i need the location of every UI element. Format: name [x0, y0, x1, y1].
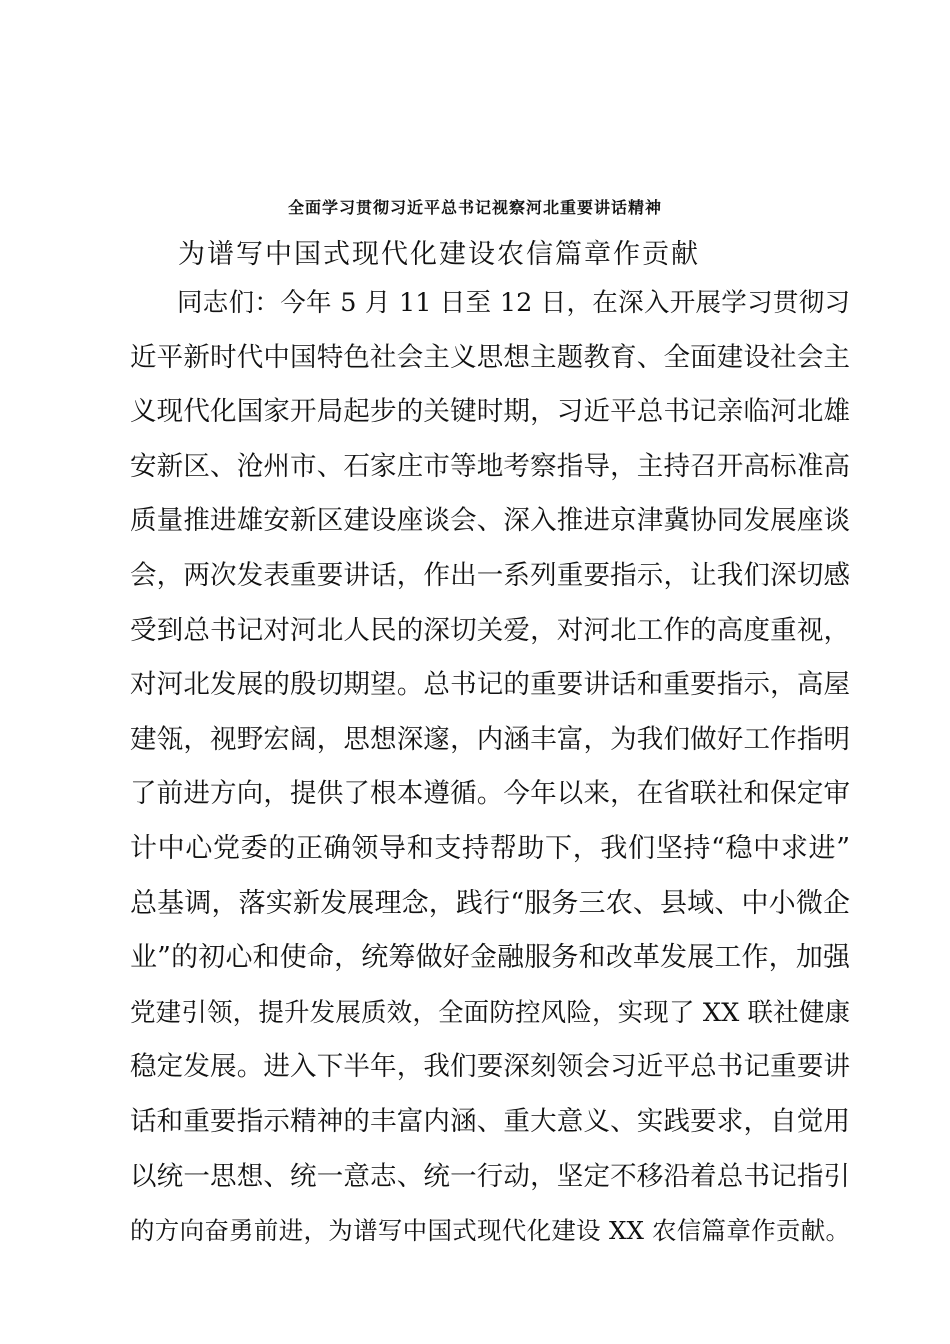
body-line: 计中心党委的正确领导和支持帮助下，我们坚持“稳中求进” [130, 832, 850, 864]
body-line: 业”的初心和使命，统筹做好金融服务和改革发展工作，加强 [130, 942, 850, 974]
body-line: 同志们：今年 5 月 11 日至 12 日，在深入开展学习贯彻习 [177, 288, 850, 318]
body-line: 义现代化国家开局起步的关键时期，习近平总书记亲临河北雄 [130, 396, 850, 428]
body-line: 近平新时代中国特色社会主义思想主题教育、全面建设社会主 [130, 341, 850, 373]
document-subtitle: 为谱写中国式现代化建设农信篇章作贡献 [178, 239, 700, 270]
body-line: 受到总书记对河北人民的深切关爱，对河北工作的高度重视， [130, 614, 850, 646]
body-line: 以统一思想、统一意志、统一行动，坚定不移沿着总书记指引 [130, 1160, 850, 1192]
body-line: 了前进方向，提供了根本遵循。今年以来，在省联社和保定审 [130, 778, 850, 810]
body-line: 稳定发展。进入下半年，我们要深刻领会习近平总书记重要讲 [130, 1051, 850, 1083]
body-line: 的方向奋勇前进，为谱写中国式现代化建设 XX 农信篇章作贡献。 [130, 1216, 850, 1246]
body-line: 质量推进雄安新区建设座谈会、深入推进京津冀协同发展座谈 [130, 505, 850, 537]
body-line: 总基调，落实新发展理念，践行“服务三农、县域、中小微企 [130, 887, 850, 919]
body-line: 会，两次发表重要讲话，作出一系列重要指示，让我们深切感 [130, 559, 850, 591]
body-line: 安新区、沧州市、石家庄市等地考察指导，主持召开高标准高 [130, 450, 850, 482]
body-line: 党建引领，提升发展质效，全面防控风险，实现了 XX 联社健康 [130, 997, 850, 1028]
body-line: 建瓴，视野宏阔，思想深邃，内涵丰富，为我们做好工作指明 [130, 723, 850, 755]
body-line: 话和重要指示精神的丰富内涵、重大意义、实践要求，自觉用 [130, 1105, 850, 1137]
document-body [130, 283, 850, 1266]
body-line: 对河北发展的殷切期望。总书记的重要讲话和重要指示，高屋 [130, 669, 850, 701]
document-title: 全面学习贯彻习近平总书记视察河北重要讲话精神 [287, 198, 662, 217]
